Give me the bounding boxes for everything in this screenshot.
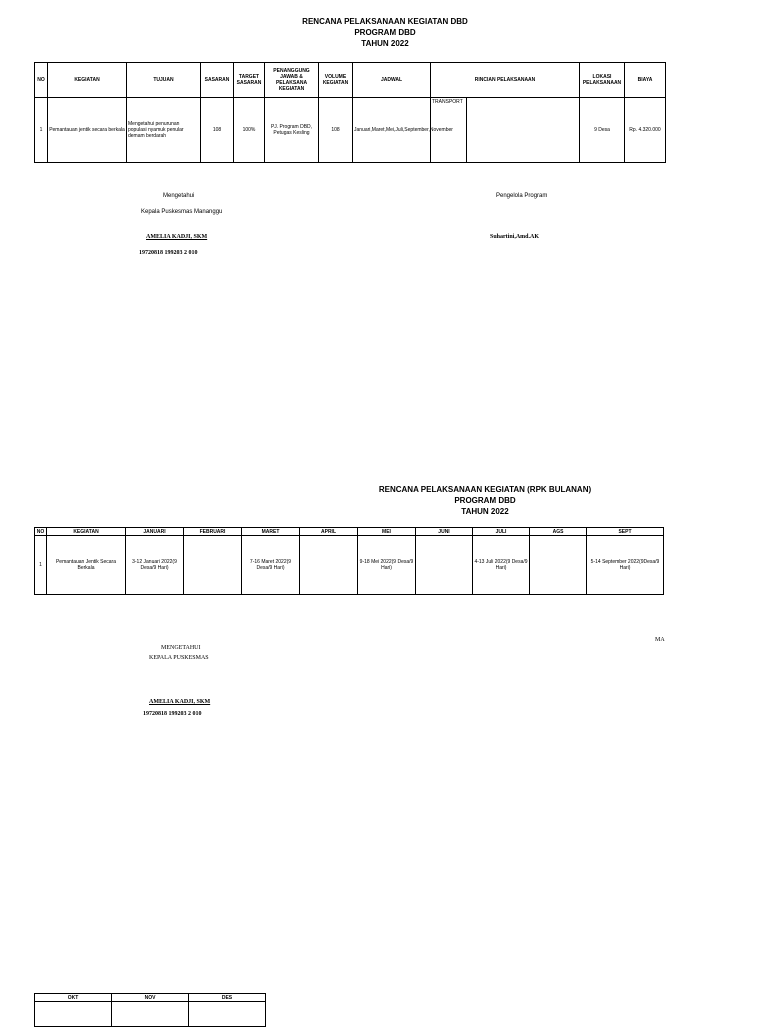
col-header-lokasi: LOKASI PELAKSANAAN	[580, 63, 625, 98]
table-row	[35, 536, 664, 595]
doc1-plan-table	[34, 62, 666, 163]
doc2-monthly-table	[34, 527, 664, 595]
cell-no: 1	[35, 98, 48, 163]
cell-rincian-item: TRANSPORT	[431, 98, 467, 163]
doc1-title-line: RENCANA PELAKSANAAN KEGIATAN DBD	[302, 17, 468, 26]
doc2-approval-label: MENGETAHUI	[161, 645, 201, 651]
cell-sept: 5-14 September 2022(9Desa/9 Hari)	[587, 536, 664, 595]
doc1-program-manager-name: Suhartini,Amd.AK	[490, 234, 540, 240]
col-header-sasaran: SASARAN	[201, 63, 234, 98]
cell-sasaran: 108	[201, 98, 234, 163]
doc2-approval-title: KEPALA PUSKESMAS	[149, 655, 209, 661]
cell-target: 100%	[234, 98, 265, 163]
col-header-mei: MEI	[358, 528, 416, 536]
col-header-target: TARGET SASARAN	[234, 63, 265, 98]
cell-juni	[416, 536, 473, 595]
table-row	[35, 98, 666, 163]
col-header-kegiatan: KEGIATAN	[47, 528, 126, 536]
cell-okt	[35, 1002, 112, 1027]
col-header-juli: JULI	[473, 528, 530, 536]
col-header-maret: MARET	[242, 528, 300, 536]
cell-volume: 108	[319, 98, 353, 163]
col-header-penanggung: PENANGGUNG JAWAB & PELAKSANA KEGIATAN	[265, 63, 319, 98]
doc2-title-line: TAHUN 2022	[461, 507, 509, 516]
col-header-april: APRIL	[300, 528, 358, 536]
doc2-approver-name: AMELIA KADJI, SKM	[149, 699, 211, 705]
cell-tujuan: Mengetahui penurunan populasi nyamuk penular demam berdarah	[127, 98, 201, 163]
doc2-title-line: PROGRAM DBD	[454, 496, 516, 505]
col-header-ags: AGS	[530, 528, 587, 536]
col-header-februari: FEBRUARI	[184, 528, 242, 536]
cell-rincian-detail	[467, 98, 580, 163]
doc1-approval-title: Kepala Puskesmas Mananggu	[141, 209, 223, 215]
doc2-title-line: RENCANA PELAKSANAAN KEGIATAN (RPK BULANAN)	[378, 485, 592, 494]
doc2-title	[330, 484, 640, 517]
cell-nov	[112, 1002, 189, 1027]
cell-lokasi: 9 Desa	[580, 98, 625, 163]
cell-penanggung: PJ. Program DBD, Petugas Kesling	[265, 98, 319, 163]
cell-no: 1	[35, 536, 47, 595]
col-header-kegiatan: KEGIATAN	[48, 63, 127, 98]
cell-jadwal: Januari,Maret,Mei,Juli,September,November	[353, 98, 431, 163]
cell-maret: 7-16 Maret 2022(9 Desa/9 Hari)	[242, 536, 300, 595]
col-header-juni: JUNI	[416, 528, 473, 536]
table-row	[35, 1002, 266, 1027]
doc2-header-row	[35, 528, 664, 536]
doc1-approver-name: AMELIA KADJI, SKM	[146, 234, 208, 240]
doc3-months-table	[34, 993, 266, 1027]
cell-januari: 3-12 Januari 2022(9 Desa/9 Hari)	[126, 536, 184, 595]
col-header-nov: NOV	[112, 994, 189, 1002]
col-header-no: NO	[35, 528, 47, 536]
col-header-tujuan: TUJUAN	[127, 63, 201, 98]
cell-biaya: Rp. 4.320.000	[625, 98, 666, 163]
doc2-right-fragment: MA	[655, 637, 665, 643]
cell-kegiatan: Pemantauan Jentik Secara Berkala	[47, 536, 126, 595]
doc1-title-line: TAHUN 2022	[361, 39, 409, 48]
doc1-header-row	[35, 63, 666, 98]
doc1-approver-nip: 19720818 199203 2 010	[139, 250, 198, 256]
doc2-approver-nip: 19720818 199203 2 010	[143, 711, 202, 717]
cell-des	[189, 1002, 266, 1027]
col-header-biaya: BIAYA	[625, 63, 666, 98]
doc1-title	[220, 16, 550, 49]
cell-ags	[530, 536, 587, 595]
col-header-no: NO	[35, 63, 48, 98]
doc1-program-manager-label: Pengelola Program	[496, 193, 548, 199]
col-header-rincian: RINCIAN PELAKSANAAN	[431, 63, 580, 98]
cell-kegiatan: Pemantauan jentik secara berkala	[48, 98, 127, 163]
col-header-jadwal: JADWAL	[353, 63, 431, 98]
cell-mei: 9-18 Mei 2022(9 Desa/9 Hari)	[358, 536, 416, 595]
cell-juli: 4-13 Juli 2022(9 Desa/9 Hari)	[473, 536, 530, 595]
col-header-okt: OKT	[35, 994, 112, 1002]
col-header-sept: SEPT	[587, 528, 664, 536]
cell-februari	[184, 536, 242, 595]
col-header-des: DES	[189, 994, 266, 1002]
doc3-header-row	[35, 994, 266, 1002]
doc1-approval-label: Mengetahui	[163, 193, 195, 199]
cell-april	[300, 536, 358, 595]
col-header-januari: JANUARI	[126, 528, 184, 536]
col-header-volume: VOLUME KEGIATAN	[319, 63, 353, 98]
doc1-title-line: PROGRAM DBD	[354, 28, 416, 37]
